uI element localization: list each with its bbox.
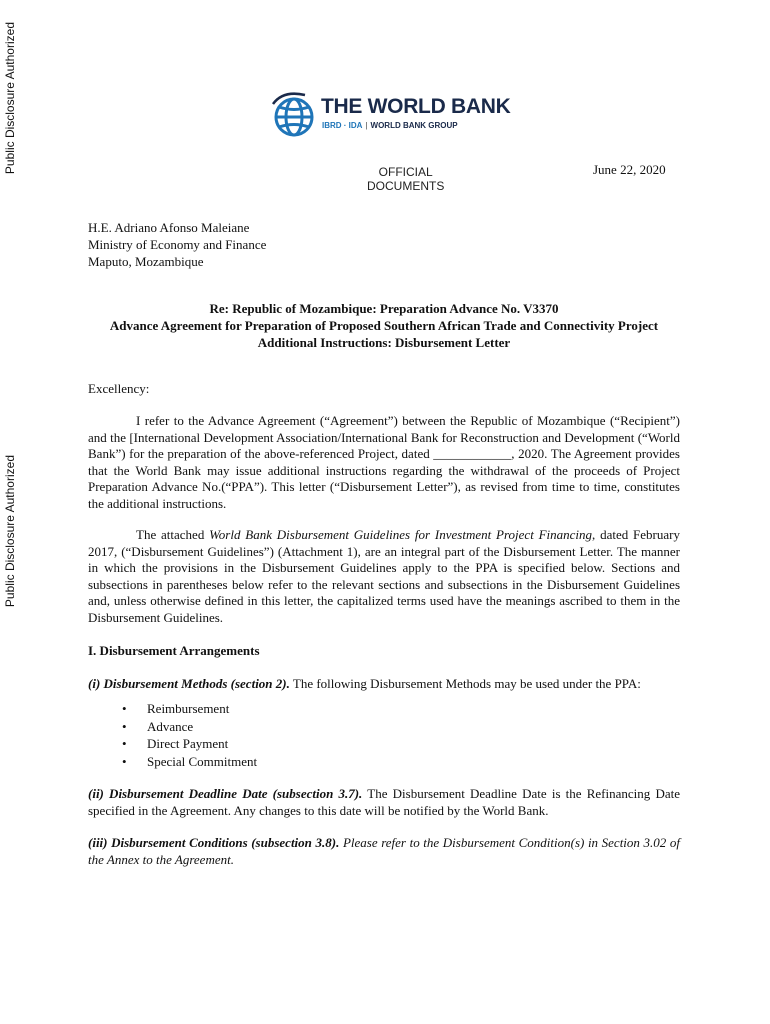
list-item	[122, 700, 257, 718]
conditions-label: (iii) Disbursement Conditions (subsection 3.8).	[88, 835, 340, 850]
list-item	[122, 735, 257, 753]
bullet-icon: •	[122, 736, 127, 751]
subject-block	[88, 300, 680, 351]
disclosure-label-top: Public Disclosure Authorized	[3, 22, 17, 175]
world-bank-logo	[271, 92, 511, 144]
subject-line-3: Additional Instructions: Disbursement Letter	[257, 335, 511, 350]
bullet-icon: •	[122, 753, 127, 769]
stamp-line-1: OFFICIAL	[378, 165, 433, 179]
section-heading: I. Disbursement Arrangements	[88, 643, 260, 658]
deadline-text: The Disbursement Deadline Date is the Refinancing Date specified in the Agreement. Any changes to this date will be notified by the World Bank.	[88, 786, 680, 818]
globe-icon	[271, 92, 317, 140]
disclosure-label-middle: Public Disclosure Authorized	[3, 455, 17, 608]
method-advance: Advance	[147, 718, 194, 734]
logo-wbg: WORLD BANK GROUP	[370, 121, 458, 130]
method-reimbursement: Reimbursement	[147, 701, 230, 716]
bullet-icon: •	[122, 718, 127, 734]
addressee-block	[88, 219, 266, 270]
methods-intro	[88, 676, 641, 692]
method-special-commitment: Special Commitment	[147, 753, 258, 769]
subject-line-1: Re: Republic of Mozambique: Preparation Advance No. V3370	[209, 301, 559, 316]
methods-label: (i) Disbursement Methods (section 2).	[88, 676, 290, 691]
list-item	[122, 753, 257, 771]
methods-text: The following Disbursement Methods may be used under the PPA:	[289, 676, 641, 691]
letter-date: June 22, 2020	[593, 162, 666, 177]
salutation: Excellency:	[88, 381, 150, 396]
deadline-label: (ii) Disbursement Deadline Date (subsection 3.7).	[88, 786, 363, 801]
bullet-icon: •	[122, 701, 127, 716]
addressee-city: Maputo, Mozambique	[88, 254, 204, 269]
logo-separator: |	[365, 121, 368, 130]
official-documents-stamp	[367, 165, 444, 193]
guidelines-pre: The attached	[136, 527, 210, 542]
conditions-text: Please refer to the Disbursement Condition(s) in Section 3.02 of the Annex to the Agreement.	[88, 835, 680, 867]
method-direct-payment: Direct Payment	[147, 736, 229, 751]
logo-subtitle	[322, 121, 458, 130]
logo-title: THE WORLD BANK	[321, 95, 511, 118]
guidelines-post: , dated February 2017, (“Disbursement Guidelines”) (Attachment 1), are an integral part of the Disbursement Letter. The manner in which the provisions in the Disbursement Guidelines apply to the PPA is specified below. Sections and subsections in parentheses below refer to the relevant sections and subsections in the Disbursement Guidelines and, unless otherwise defined in this letter, the capitalized terms used have the meanings ascribed to them in the Disbursement Guidelines.	[88, 527, 680, 625]
list-item	[122, 718, 257, 736]
logo-ibrd-ida: IBRD · IDA	[322, 121, 363, 130]
guidelines-title: World Bank Disbursement Guidelines for Investment Project Financing	[209, 527, 593, 542]
paragraph-guidelines	[88, 527, 680, 626]
addressee-ministry: Ministry of Economy and Finance	[88, 237, 267, 252]
paragraph-conditions	[88, 835, 680, 868]
subject-line-2: Advance Agreement for Preparation of Proposed Southern African Trade and Connectivity Project	[109, 318, 659, 333]
stamp-line-2: DOCUMENTS	[367, 179, 445, 193]
methods-list	[122, 700, 257, 770]
paragraph-deadline	[88, 786, 680, 819]
paragraph-intro	[88, 413, 680, 512]
paragraph-intro-text: I refer to the Advance Agreement (“Agreement”) between the Republic of Mozambique (“Recipient”) and the [International Development Association/International Bank for Reconstruction and Development (“World Bank”) for the preparation of the above-referenced Project, dated ____________, 2020. The Agreement provides that the World Bank may issue additional instructions regarding the withdrawal of the proceeds of Project Preparation Advance No.(“PPA”). This letter (“Disbursement Letter”), as revised from time to time, constitutes the additional instructions.	[88, 413, 680, 511]
addressee-name: H.E. Adriano Afonso Maleiane	[88, 220, 250, 235]
